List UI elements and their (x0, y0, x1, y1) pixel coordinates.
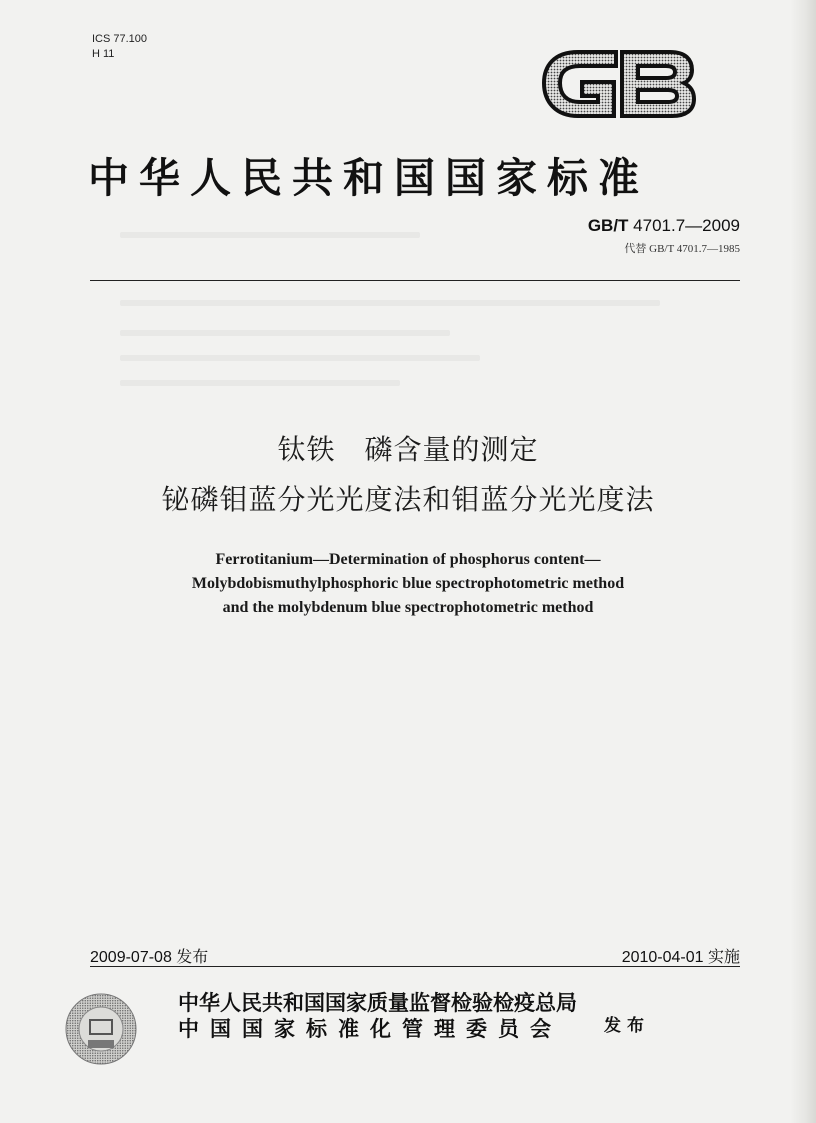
english-title-line-2: Molybdobismuthylphosphoric blue spectrophotometric method (191, 575, 625, 592)
chinese-title-line-2: 铋磷钼蓝分光光度法和钼蓝分光光度法 (161, 483, 655, 516)
ccs-code: H 11 (92, 48, 115, 60)
bleed-through-text (120, 355, 480, 361)
english-title-line-1: Ferrotitanium—Determination of phosphorus content— (215, 551, 601, 568)
english-title-line-3: and the molybdenum blue spectrophotometric method (222, 599, 594, 616)
issue-date: 2009-07-08 发布 (90, 949, 209, 966)
implementation-date: 2010-04-01 实施 (621, 949, 740, 966)
classification-codes (92, 32, 147, 62)
standard-code-block (588, 216, 740, 256)
gb-logo (538, 38, 698, 128)
top-divider (90, 280, 740, 281)
official-seal-icon (64, 992, 138, 1066)
standard-type-heading: 中华人民共和国国家标准 (88, 154, 649, 202)
publish-label: 发布 (604, 1016, 650, 1036)
ics-code: ICS 77.100 (92, 33, 148, 45)
chinese-title-line-1: 钛铁 磷含量的测定 (277, 433, 539, 466)
english-title (60, 548, 756, 620)
issuing-authorities (178, 990, 577, 1042)
bottom-divider (90, 966, 740, 967)
standard-code-number: 4701.7—2009 (633, 216, 740, 235)
standard-code (588, 216, 740, 236)
bleed-through-text (120, 380, 400, 386)
issuer-sac: 中国国家标准化管理委员会 (178, 1017, 562, 1041)
bleed-through-text (120, 330, 450, 336)
bleed-through-text (120, 232, 420, 238)
svg-text:GB: GB (538, 38, 540, 39)
page-edge-shadow (790, 0, 816, 1123)
issuer-aqsiq: 中华人民共和国国家质量监督检验检疫总局 (178, 991, 577, 1015)
standard-code-prefix: GB/T (587, 216, 629, 235)
bleed-through-text (120, 300, 660, 306)
replaces-standard: 代替 GB/T 4701.7—1985 (624, 243, 740, 255)
